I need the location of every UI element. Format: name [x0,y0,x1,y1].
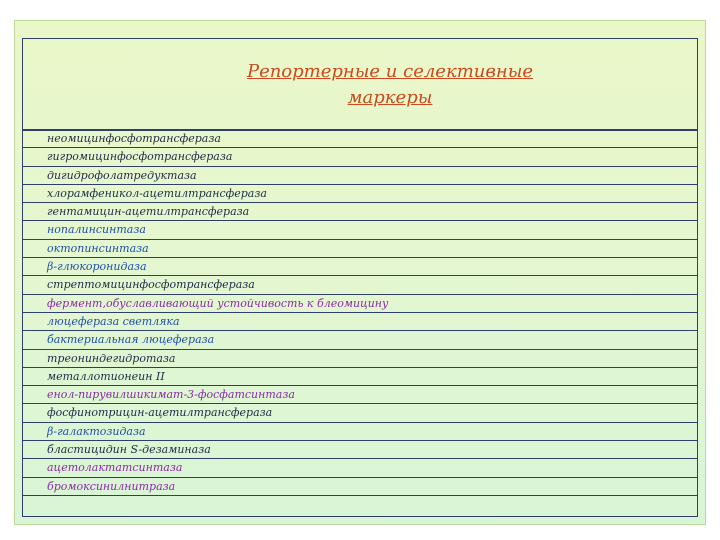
title-cell [23,39,697,131]
marker-row: фосфинотрицин-ацетилтрансфераза [23,404,697,422]
marker-row: люцефераза светляка [23,313,697,331]
marker-row: енол-пирувилшикимат-3-фосфатсинтаза [23,386,697,404]
marker-row: октопинсинтаза [23,240,697,258]
marker-row: бактериальная люцефераза [23,331,697,349]
marker-row: гентамицин-ацетилтрансфераза [23,203,697,221]
marker-row: бромоксинилнитраза [23,478,697,496]
marker-row: β-галактозидаза [23,423,697,441]
markers-table [22,38,698,517]
slide-title [23,59,697,111]
marker-row: фермент,обуславливающий устойчивость к блеомицину [23,295,697,313]
marker-row: гигромицинфосфотрансфераза [23,148,697,166]
marker-row: треониндегидротаза [23,350,697,368]
marker-row: бластицидин S-дезаминаза [23,441,697,459]
marker-row: нопалинсинтаза [23,221,697,239]
slide [14,20,706,525]
marker-row: неомицинфосфотрансфераза [23,130,697,148]
marker-row: хлорамфеникол-ацетилтрансфераза [23,185,697,203]
marker-row: β-глюкоронидаза [23,258,697,276]
marker-list [23,130,697,496]
marker-row: стрептомицинфосфотрансфераза [23,276,697,294]
marker-row: ацетолактатсинтаза [23,459,697,477]
marker-row: дигидрофолатредуктаза [23,167,697,185]
title-line-2: маркеры [347,87,433,108]
marker-row: металлотионеин II [23,368,697,386]
title-line-1: Репортерные и селективные [246,61,534,82]
